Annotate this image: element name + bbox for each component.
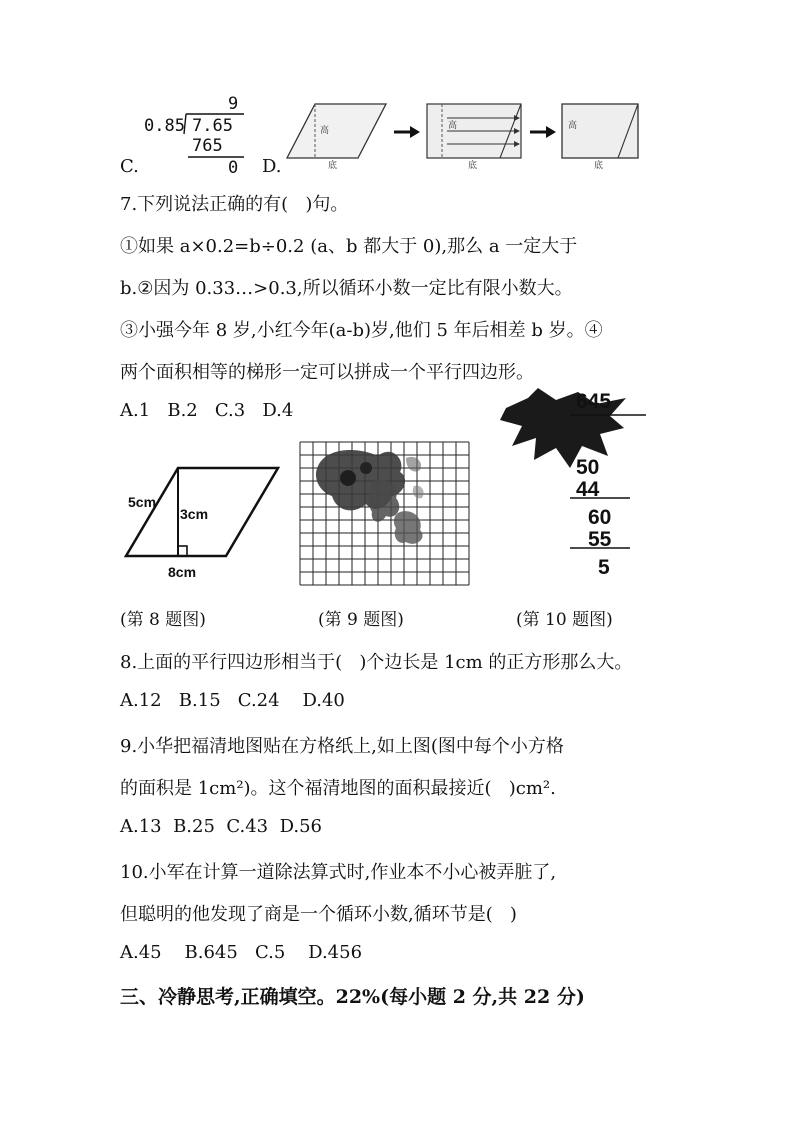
division-product: 765 (192, 136, 223, 156)
parallelogram-original (287, 104, 386, 158)
q8-stem: 8.上面的平行四边形相当于( )个边长是 1cm 的正方形那么大。 (120, 652, 633, 673)
panel2-base-label: 底 (468, 161, 478, 170)
option-c-division (140, 92, 250, 178)
q10-line-2: 但聪明的他发现了商是一个循环小数,循环节是( ) (120, 904, 517, 925)
figure-10-row-4: 55 (588, 528, 612, 551)
section-3-title: 三、冷静思考,正确填空。22%(每小题 2 分,共 22 分) (120, 986, 585, 1008)
q10-options: A.45 B.645 C.5 D.456 (120, 942, 363, 963)
q7-line-3: ③小强今年 8 岁,小红今年(a-b)岁,他们 5 年后相差 b 岁。④ (120, 320, 603, 341)
q10-line-1: 10.小军在计算一道除法算式时,作业本不小心被弄脏了, (120, 862, 557, 883)
figure-10-remainder: 5 (598, 556, 610, 579)
figure-10-row-3: 60 (588, 506, 612, 529)
division-dividend: 7.65 (192, 116, 233, 136)
figure-8-height-label: 3cm (180, 506, 209, 522)
q9-line-1: 9.小华把福清地图贴在方格纸上,如上图(图中每个小方格 (120, 736, 564, 757)
q8-options: A.12 B.15 C.24 D.40 (120, 690, 345, 711)
option-d-figure (282, 98, 652, 170)
q9-options: A.13 B.25 C.43 D.56 (120, 816, 322, 837)
figure-9-caption: (第 9 题图) (318, 610, 404, 630)
figure-10 (498, 388, 658, 598)
panel2-height-label: 高 (448, 121, 458, 131)
q7-line-2: b.②因为 0.33…>0.3,所以循环小数一定比有限小数大。 (120, 278, 573, 299)
option-c-label: C. (120, 156, 139, 177)
fuqing-map-blot (316, 450, 424, 544)
figure-10-quotient: 645 (576, 390, 612, 413)
figure-8-caption: (第 8 题图) (120, 610, 206, 630)
rectangle-result (562, 104, 638, 158)
panel1-base-label: 底 (328, 161, 338, 170)
q9-line-2: 的面积是 1cm²)。这个福清地图的面积最接近( )cm². (120, 778, 556, 799)
figure-10-caption: (第 10 题图) (516, 610, 613, 630)
panel1-height-label: 高 (320, 126, 330, 136)
figure-8 (120, 450, 290, 590)
q7-options: A.1 B.2 C.3 D.4 (120, 400, 294, 421)
figure-10-row-1: 50 (576, 456, 600, 479)
arrow-right-icon (410, 126, 420, 138)
figure-8-base-label: 8cm (168, 564, 197, 580)
division-bracket (140, 92, 250, 178)
division-remainder: 0 (228, 158, 239, 178)
q7-line-1: ①如果 a×0.2=b÷0.2 (a、b 都大于 0),那么 a 一定大于 (120, 236, 578, 257)
figure-9-grid-map (296, 438, 472, 588)
panel3-base-label: 底 (594, 161, 604, 170)
panel3-height-label: 高 (568, 121, 578, 131)
arrow-right-icon (546, 126, 556, 138)
division-divisor: 0.85 (144, 116, 185, 136)
q7-stem: 7.下列说法正确的有( )句。 (120, 194, 349, 215)
figure-10-row-2: 44 (576, 478, 600, 501)
figure-8-side-label: 5cm (128, 494, 157, 510)
division-quotient: 9 (228, 94, 239, 114)
q7-line-4: 两个面积相等的梯形一定可以拼成一个平行四边形。 (120, 362, 534, 383)
option-d-label: D. (262, 156, 282, 177)
